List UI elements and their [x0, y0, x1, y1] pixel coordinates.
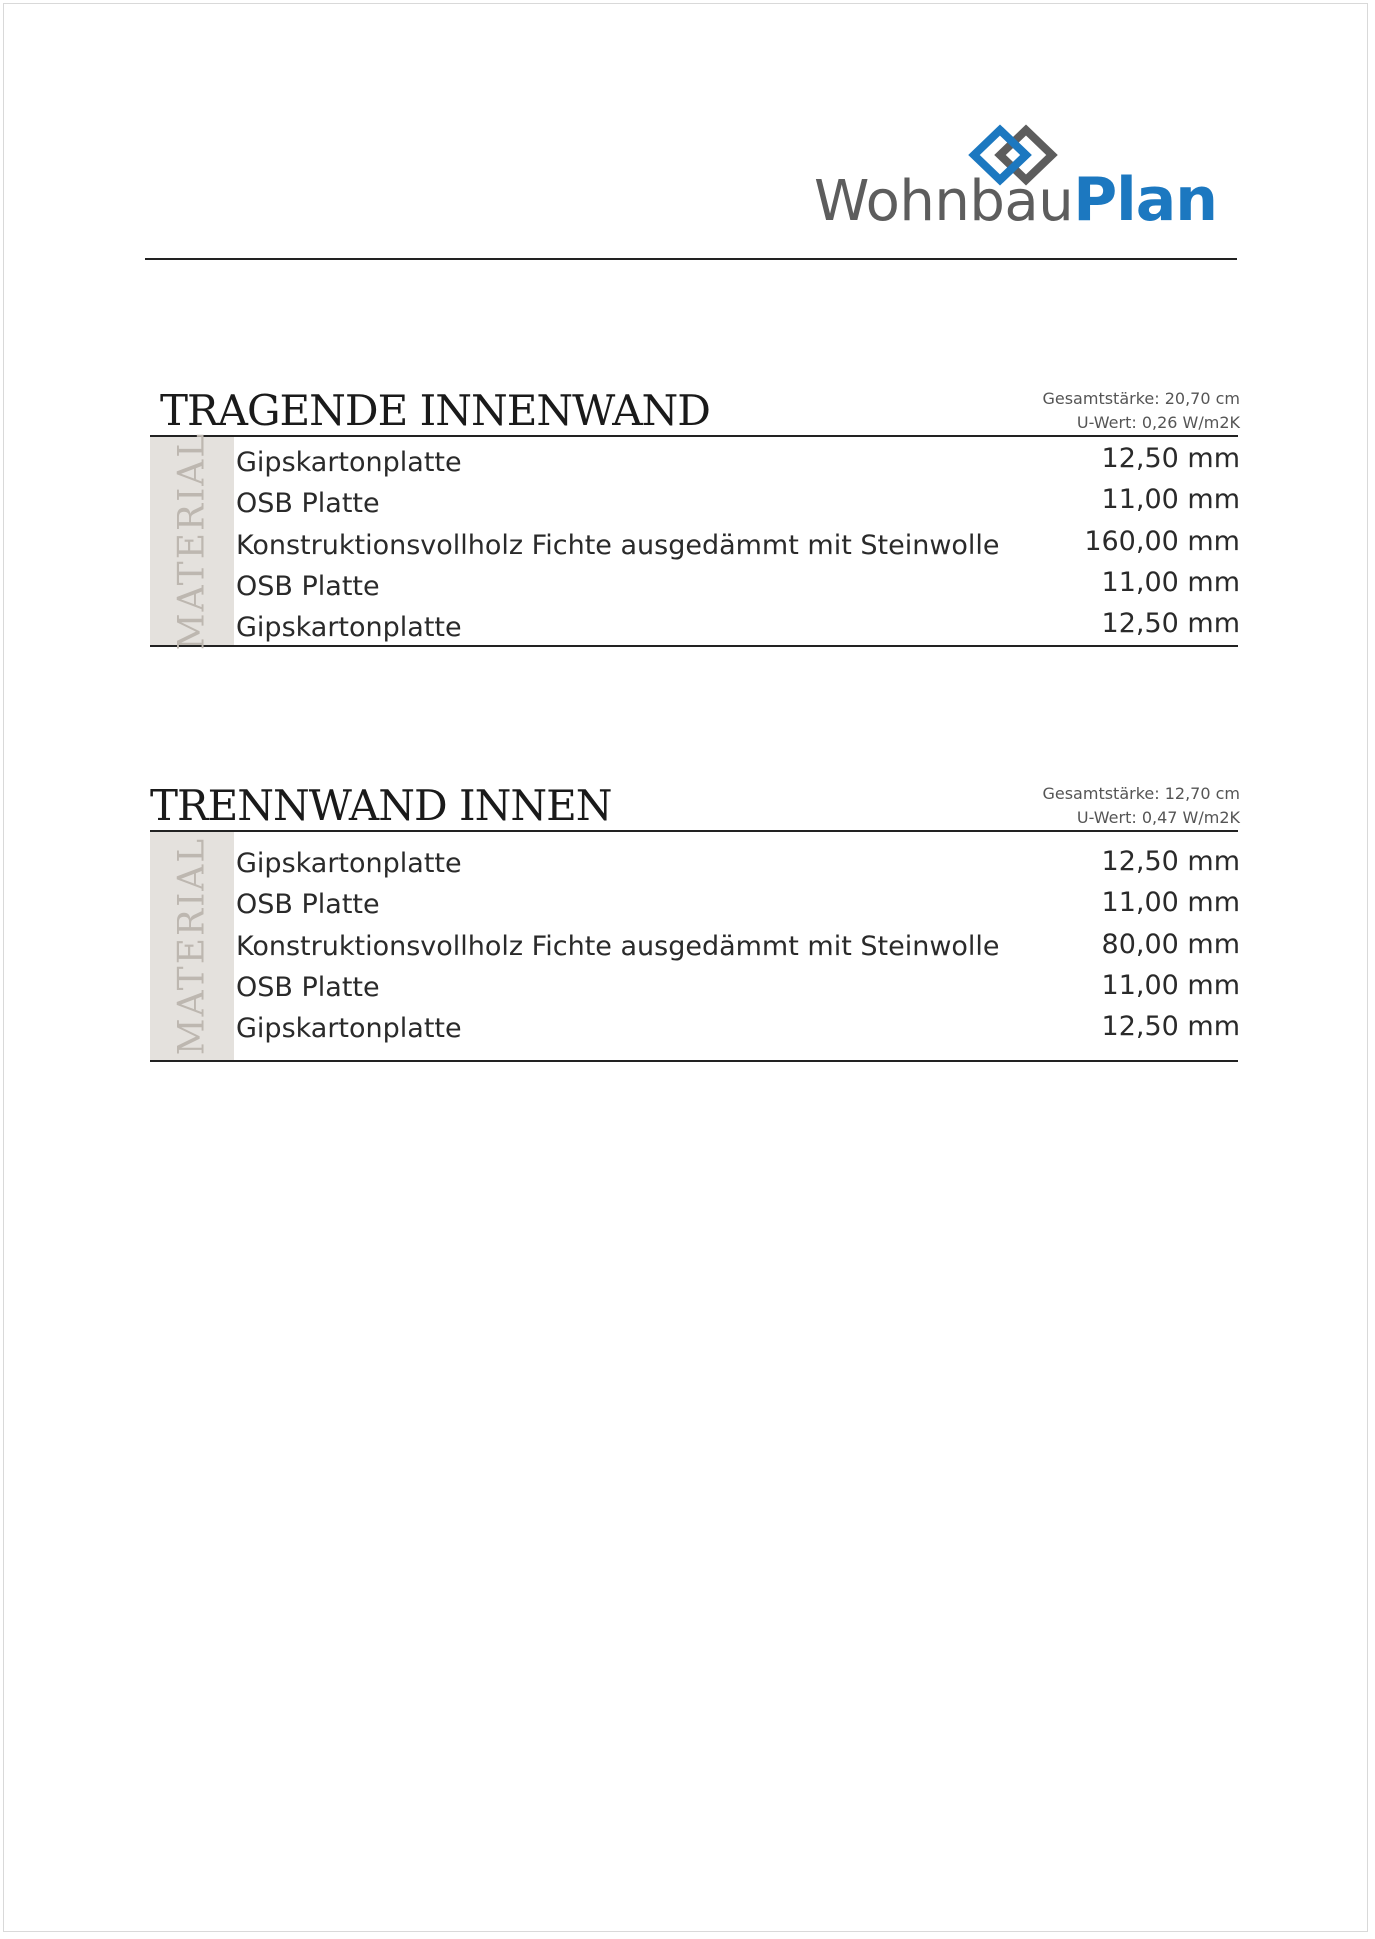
list-item — [236, 524, 1240, 565]
logo-wordmark — [814, 165, 1217, 235]
section-title: TRENNWAND INNEN — [150, 781, 612, 830]
material-table — [150, 431, 1240, 651]
u-value: U-Wert: 0,26 W/m2K — [1076, 413, 1240, 432]
material-tab — [150, 431, 234, 651]
material-tab-label: MATERIAL — [171, 431, 213, 651]
wohnbauplan-logo — [814, 124, 1217, 235]
material-name: OSB Platte — [236, 570, 380, 602]
material-thickness: 11,00 mm — [1101, 969, 1240, 1001]
total-thickness: Gesamtstärke: 20,70 cm — [1042, 389, 1240, 408]
material-rows — [236, 842, 1240, 1048]
material-name: OSB Platte — [236, 488, 380, 520]
list-item — [236, 883, 1240, 924]
u-value: U-Wert: 0,47 W/m2K — [1076, 808, 1240, 827]
material-name: Konstruktionsvollholz Fichte ausgedämmt mit Steinwolle — [236, 529, 1000, 561]
material-name: Gipskartonplatte — [236, 447, 462, 478]
list-item — [236, 441, 1240, 482]
material-tab — [150, 832, 234, 1060]
material-thickness: 160,00 mm — [1084, 525, 1240, 557]
material-name: OSB Platte — [236, 971, 380, 1003]
material-thickness: 11,00 mm — [1101, 566, 1240, 598]
material-rows — [236, 441, 1240, 647]
material-name: OSB Platte — [236, 889, 380, 921]
material-table — [150, 832, 1240, 1060]
material-name: Konstruktionsvollholz Fichte ausgedämmt mit Steinwolle — [236, 930, 1000, 962]
section-header — [150, 384, 1240, 435]
material-thickness: 12,50 mm — [1101, 443, 1240, 474]
material-thickness: 12,50 mm — [1101, 608, 1240, 640]
list-item — [236, 966, 1240, 1007]
section-tragende-innenwand — [150, 384, 1240, 651]
material-thickness: 80,00 mm — [1101, 928, 1240, 960]
list-item — [236, 565, 1240, 606]
list-item — [236, 1007, 1240, 1048]
section-meta — [1042, 387, 1240, 435]
section-trennwand-innen — [150, 779, 1240, 1062]
logo-text-light: Wohnbau — [814, 169, 1074, 234]
list-item — [236, 606, 1240, 647]
material-name: Gipskartonplatte — [236, 612, 462, 644]
logo-text-bold: Plan — [1073, 165, 1217, 235]
list-item — [236, 842, 1240, 883]
section-title: TRAGENDE INNENWAND — [160, 386, 710, 435]
total-thickness: Gesamtstärke: 12,70 cm — [1042, 784, 1240, 803]
header-divider — [145, 258, 1237, 260]
material-tab-label: MATERIAL — [171, 836, 213, 1056]
material-name: Gipskartonplatte — [236, 1013, 462, 1045]
list-item — [236, 482, 1240, 523]
material-thickness: 12,50 mm — [1101, 846, 1240, 877]
material-thickness: 11,00 mm — [1101, 484, 1240, 516]
material-thickness: 12,50 mm — [1101, 1011, 1240, 1043]
list-item — [236, 925, 1240, 966]
material-thickness: 11,00 mm — [1101, 887, 1240, 919]
document-page — [3, 3, 1368, 1932]
section-bottom-rule — [150, 1060, 1238, 1062]
section-meta — [1042, 782, 1240, 830]
section-header — [150, 779, 1240, 830]
material-name: Gipskartonplatte — [236, 848, 462, 879]
